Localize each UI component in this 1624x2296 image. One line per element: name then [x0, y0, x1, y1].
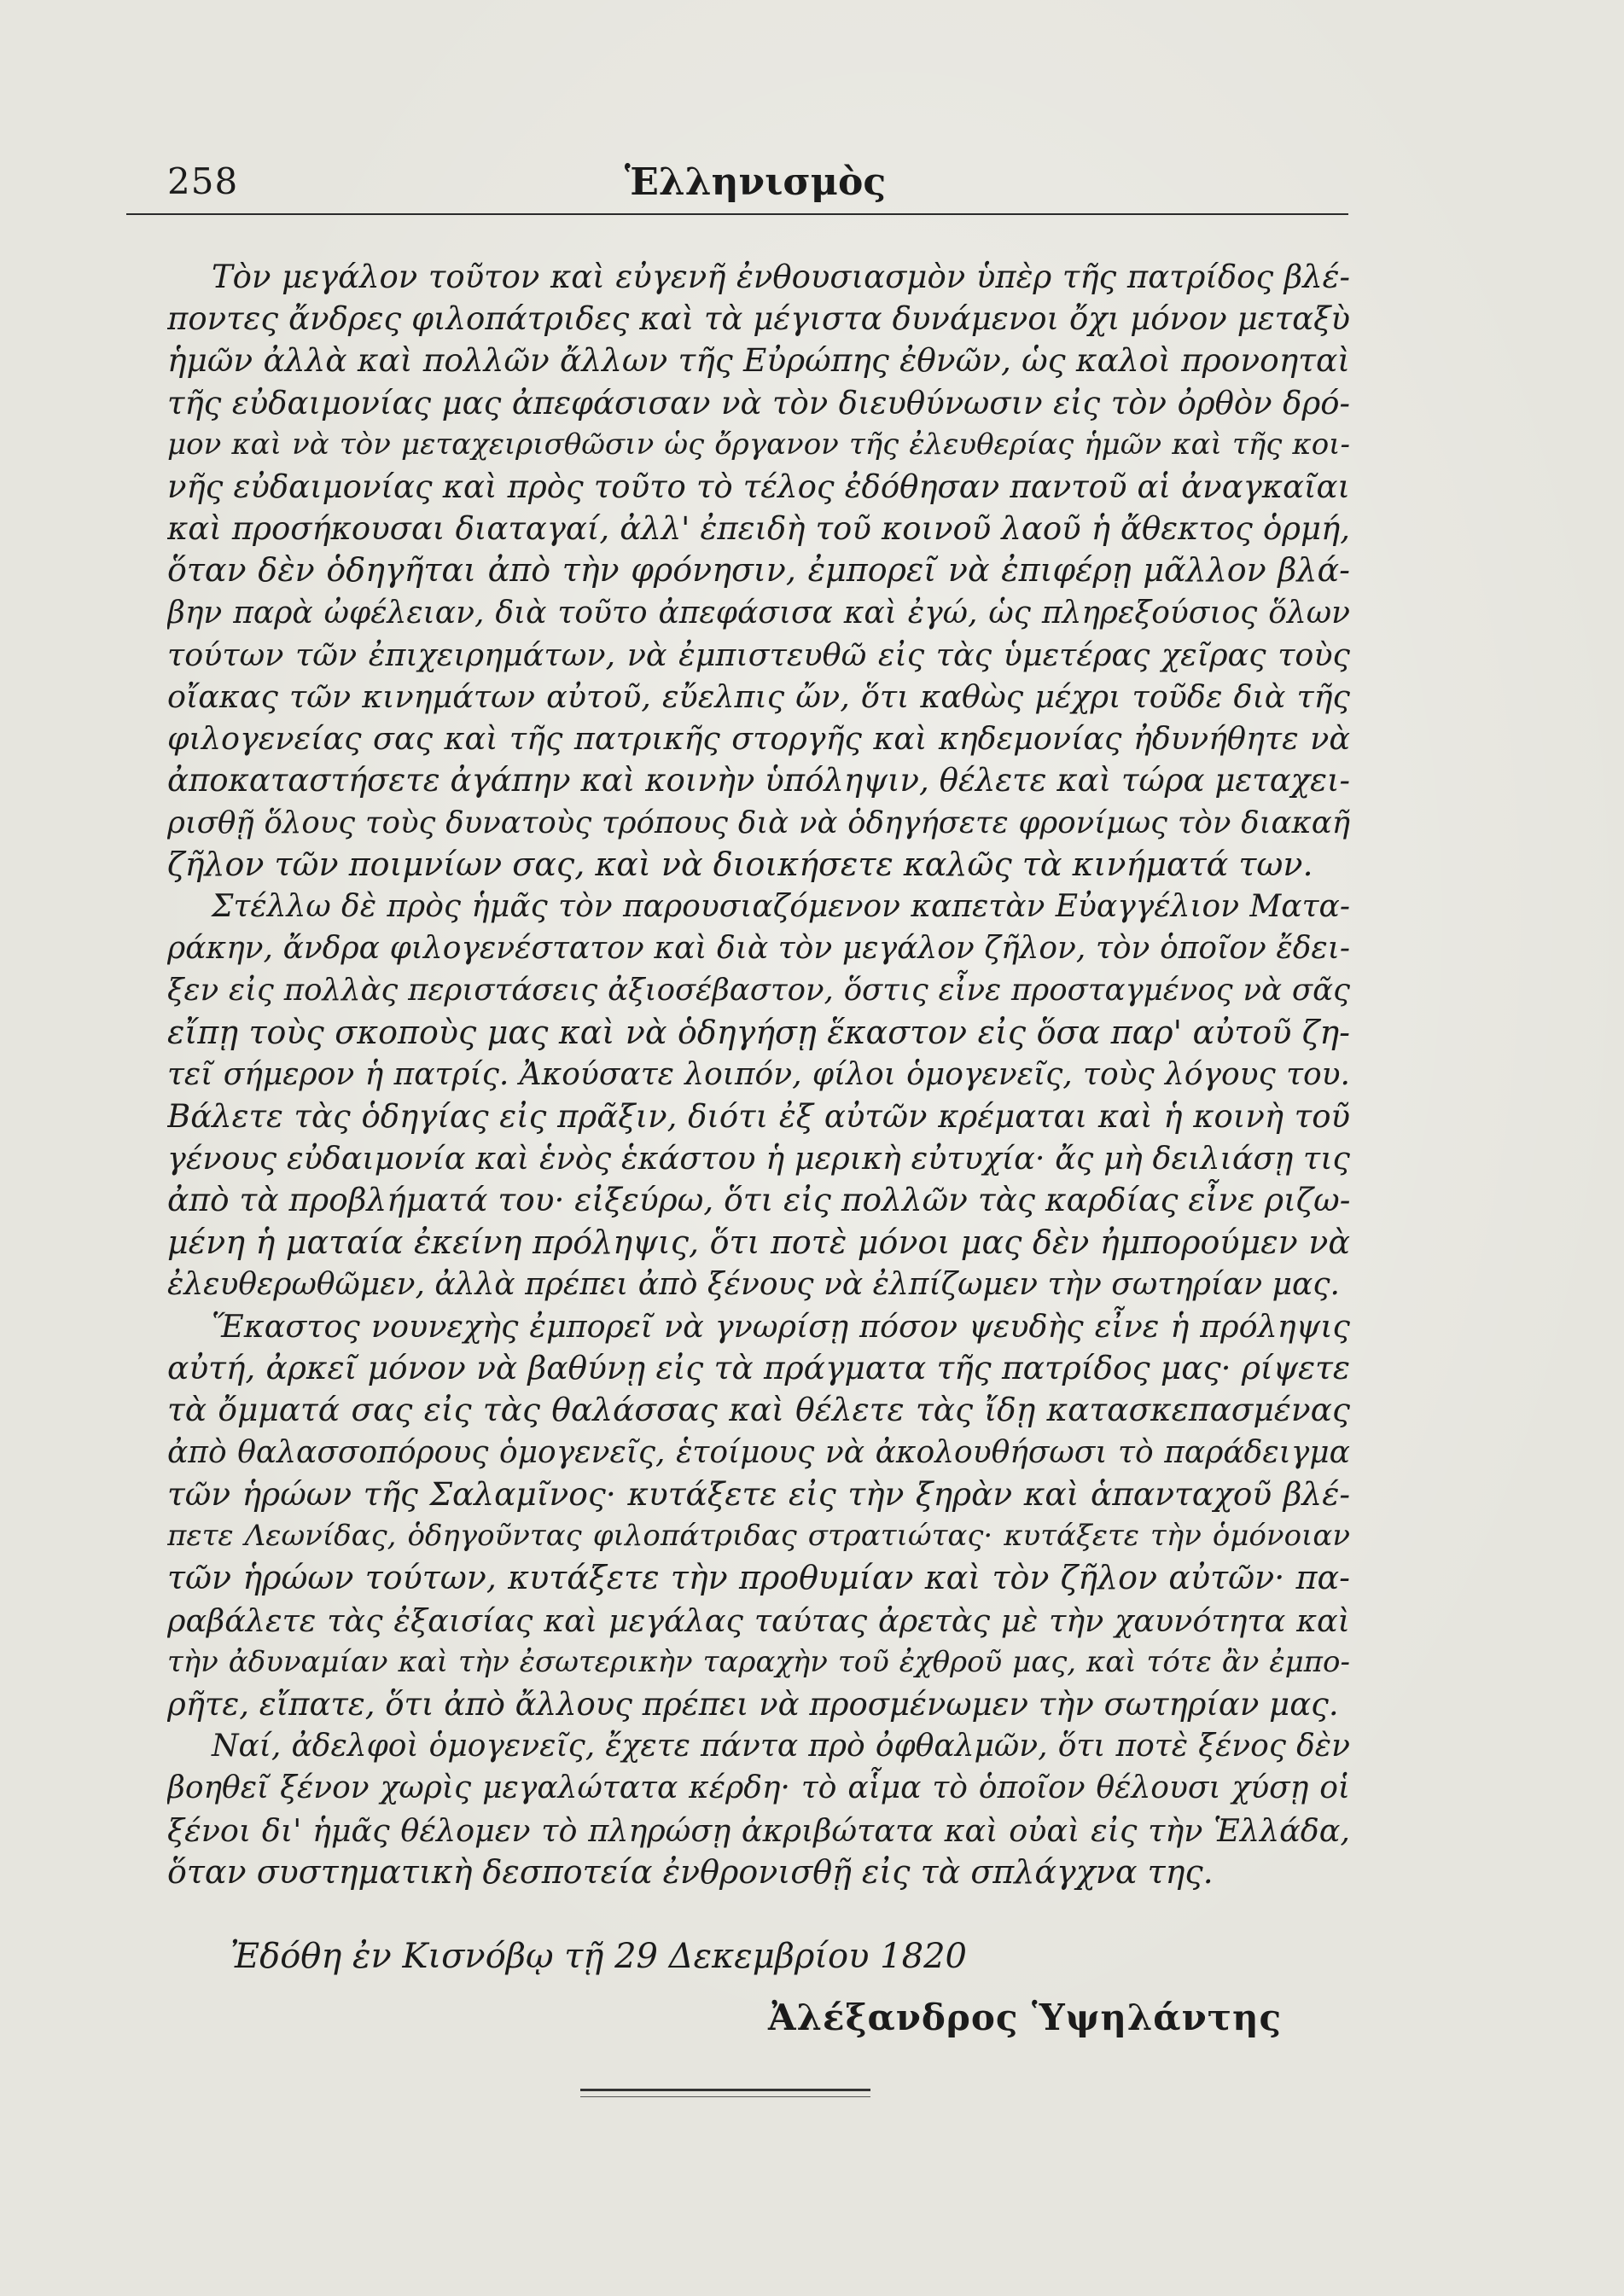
text-line: βην παρὰ ὠφέλειαν, διὰ τοῦτο ἀπεφάσισα καὶ ἐγώ, ὡς πληρεξούσιος ὅλων — [167, 595, 1350, 631]
text-line: τούτων τῶν ἐπιχειρημάτων, νὰ ἐμπιστευθῶ εἰς τὰς ὑμετέρας χεῖρας τοὺς — [167, 636, 1350, 673]
text-line: ἐλευθερωθῶμεν, ἀλλὰ πρέπει ἀπὸ ξένους νὰ ἐλπίζωμεν τὴν σωτηρίαν μας. — [167, 1266, 1340, 1302]
text-line: ξένοι δι' ἡμᾶς θέλομεν τὸ πληρώσῃ ἀκριβώτατα καὶ οὐαὶ εἰς τὴν Ἑλλάδα, — [167, 1811, 1350, 1849]
text-line: ἀποκαταστήσετε ἀγάπην καὶ κοινὴν ὑπόληψιν, θέλετε καὶ τώρα μεταχει- — [167, 762, 1350, 799]
text-line: ραβάλετε τὰς ἐξαισίας καὶ μεγάλας ταύτας ἀρετὰς μὲ τὴν χαυνότητα καὶ — [167, 1601, 1350, 1639]
date-line: Ἐδόθη ἐν Κισνόβῳ τῇ 29 Δεκεμβρίου 1820 — [230, 1937, 967, 1976]
text-line: μον καὶ νὰ τὸν μεταχειρισθῶσιν ὡς ὄργανον τῆς ἐλευθερίας ἡμῶν καὶ τῆς κοι- — [167, 427, 1350, 462]
text-line: ἡμῶν ἀλλὰ καὶ πολλῶν ἄλλων τῆς Εὐρώπης ἐθνῶν, ὡς καλοὶ προνοηταὶ — [167, 341, 1350, 380]
body-text — [167, 256, 1350, 1893]
text-line: τῶν ἡρώων τούτων, κυτάξετε τὴν προθυμίαν καὶ τὸν ζῆλον αὐτῶν· πα- — [167, 1559, 1350, 1597]
text-line: γένους εὐδαιμονία καὶ ἑνὸς ἑκάστου ἡ μερικὴ εὐτυχία· ἄς μὴ δειλιάσῃ τις — [167, 1140, 1350, 1177]
page-number: 258 — [167, 160, 239, 202]
text-line: ξεν εἰς πολλὰς περιστάσεις ἀξιοσέβαστον, ὅστις εἶνε προσταγμένος νὰ σᾶς — [167, 973, 1350, 1008]
text-line: ρῆτε, εἴπατε, ὅτι ἀπὸ ἄλλους πρέπει νὰ προσμένωμεν τὴν σωτηρίαν μας. — [167, 1685, 1339, 1723]
text-line: ρισθῇ ὅλους τοὺς δυνατοὺς τρόπους διὰ νὰ ὁδηγήσετε φρονίμως τὸν διακαῆ — [167, 805, 1350, 840]
text-line: Ναί, ἀδελφοὶ ὁμογενεῖς, ἔχετε πάντα πρὸ ὀφθαλμῶν, ὅτι ποτὲ ξένος δὲν — [212, 1729, 1350, 1764]
text-line: φιλογενείας σας καὶ τῆς πατρικῆς στοργῆς καὶ κηδεμονίας ἠδυνήθητε νὰ — [167, 720, 1350, 758]
text-line: αὐτή, ἀρκεῖ μόνον νὰ βαθύνῃ εἰς τὰ πράγματα τῆς πατρίδος μας· ρίψετε — [167, 1349, 1350, 1387]
end-rule — [580, 2089, 870, 2097]
text-line: βοηθεῖ ξένον χωρὶς μεγαλώτατα κέρδη· τὸ αἷμα τὸ ὁποῖον θέλουσι χύσῃ οἱ — [167, 1770, 1350, 1806]
text-line: Ἕκαστος νουνεχὴς ἐμπορεῖ νὰ γνωρίσῃ πόσον ψευδὴς εἶνε ἡ πρόληψις — [212, 1308, 1350, 1346]
header-rule — [126, 213, 1348, 215]
running-head-title: Ἑλληνισμὸς — [624, 160, 887, 204]
text-line: καὶ προσήκουσαι διαταγαί, ἀλλ' ἐπειδὴ τοῦ κοινοῦ λαοῦ ἡ ἄθεκτος ὁρμή, — [167, 510, 1350, 548]
text-line: τὴν ἀδυναμίαν καὶ τὴν ἐσωτερικὴν ταραχὴν τοῦ ἐχθροῦ μας, καὶ τότε ἂν ἐμπο- — [167, 1644, 1350, 1679]
page-header — [167, 160, 1343, 220]
text-line: ἀπὸ θαλασσοπόρους ὁμογενεῖς, ἑτοίμους νὰ ἀκολουθήσωσι τὸ παράδειγμα — [167, 1434, 1350, 1470]
signature: Ἀλέξανδρος Ὑψηλάντης — [768, 1997, 1283, 2038]
text-line: εἴπῃ τοὺς σκοποὺς μας καὶ νὰ ὁδηγήσῃ ἕκαστον εἰς ὅσα παρ' αὐτοῦ ζη- — [167, 1013, 1350, 1051]
text-line: νῆς εὐδαιμονίας καὶ πρὸς τοῦτο τὸ τέλος ἐδόθησαν παντοῦ αἱ ἀναγκαῖαι — [167, 468, 1350, 506]
text-line: ράκην, ἄνδρα φιλογενέστατον καὶ διὰ τὸν μεγάλον ζῆλον, τὸν ὁποῖον ἔδει- — [167, 931, 1350, 967]
text-line: ἀπὸ τὰ προβλήματά του· εἰξεύρω, ὅτι εἰς πολλῶν τὰς καρδίας εἶνε ριζω- — [167, 1181, 1350, 1219]
text-line: τῶν ἡρώων τῆς Σαλαμῖνος· κυτάξετε εἰς τὴν ξηρὰν καὶ ἁπανταχοῦ βλέ- — [167, 1474, 1350, 1513]
text-line: Βάλετε τὰς ὁδηγίας εἰς πρᾶξιν, διότι ἐξ αὐτῶν κρέμαται καὶ ἡ κοινὴ τοῦ — [167, 1098, 1350, 1136]
text-line: ὅταν συστηματικὴ δεσποτεία ἐνθρονισθῇ εἰς τὰ σπλάγχνα της. — [167, 1852, 1214, 1891]
text-line: ποντες ἄνδρες φιλοπάτριδες καὶ τὰ μέγιστα δυνάμενοι ὄχι μόνον μεταξὺ — [167, 300, 1350, 338]
text-line: τῆς εὐδαιμονίας μας ἀπεφάσισαν νὰ τὸν διευθύνωσιν εἰς τὸν ὀρθὸν δρό- — [167, 384, 1350, 421]
text-line: οἴακας τῶν κινημάτων αὐτοῦ, εὔελπις ὤν, ὅτι καθὼς μέχρι τοῦδε διὰ τῆς — [167, 678, 1350, 716]
text-line: τεῖ σήμερον ἡ πατρίς. Ἀκούσατε λοιπόν, φίλοι ὁμογενεῖς, τοὺς λόγους του. — [167, 1056, 1350, 1092]
text-line: Τὸν μεγάλον τοῦτον καὶ εὐγενῆ ἐνθουσιασμὸν ὑπὲρ τῆς πατρίδος βλέ- — [212, 259, 1350, 295]
text-line: ὅταν δὲν ὁδηγῆται ἀπὸ τὴν φρόνησιν, ἐμπορεῖ νὰ ἐπιφέρῃ μᾶλλον βλά- — [167, 551, 1350, 590]
text-line: πετε Λεωνίδας, ὁδηγοῦντας φιλοπάτριδας στρατιώτας· κυτάξετε τὴν ὁμόνοιαν — [167, 1519, 1350, 1554]
text-line: Στέλλω δὲ πρὸς ἡμᾶς τὸν παρουσιαζόμενον καπετὰν Εὐαγγέλιον Ματα- — [212, 889, 1350, 925]
text-line: τὰ ὄμματά σας εἰς τὰς θαλάσσας καὶ θέλετε τὰς ἴδῃ κατασκεπασμένας — [167, 1391, 1350, 1429]
text-line: μένη ἡ ματαία ἐκείνη πρόληψις, ὅτι ποτὲ μόνοι μας δὲν ἠμπορούμεν νὰ — [167, 1223, 1350, 1261]
text-line: ζῆλον τῶν ποιμνίων σας, καὶ νὰ διοικήσετε καλῶς τὰ κινήματά των. — [167, 845, 1313, 883]
